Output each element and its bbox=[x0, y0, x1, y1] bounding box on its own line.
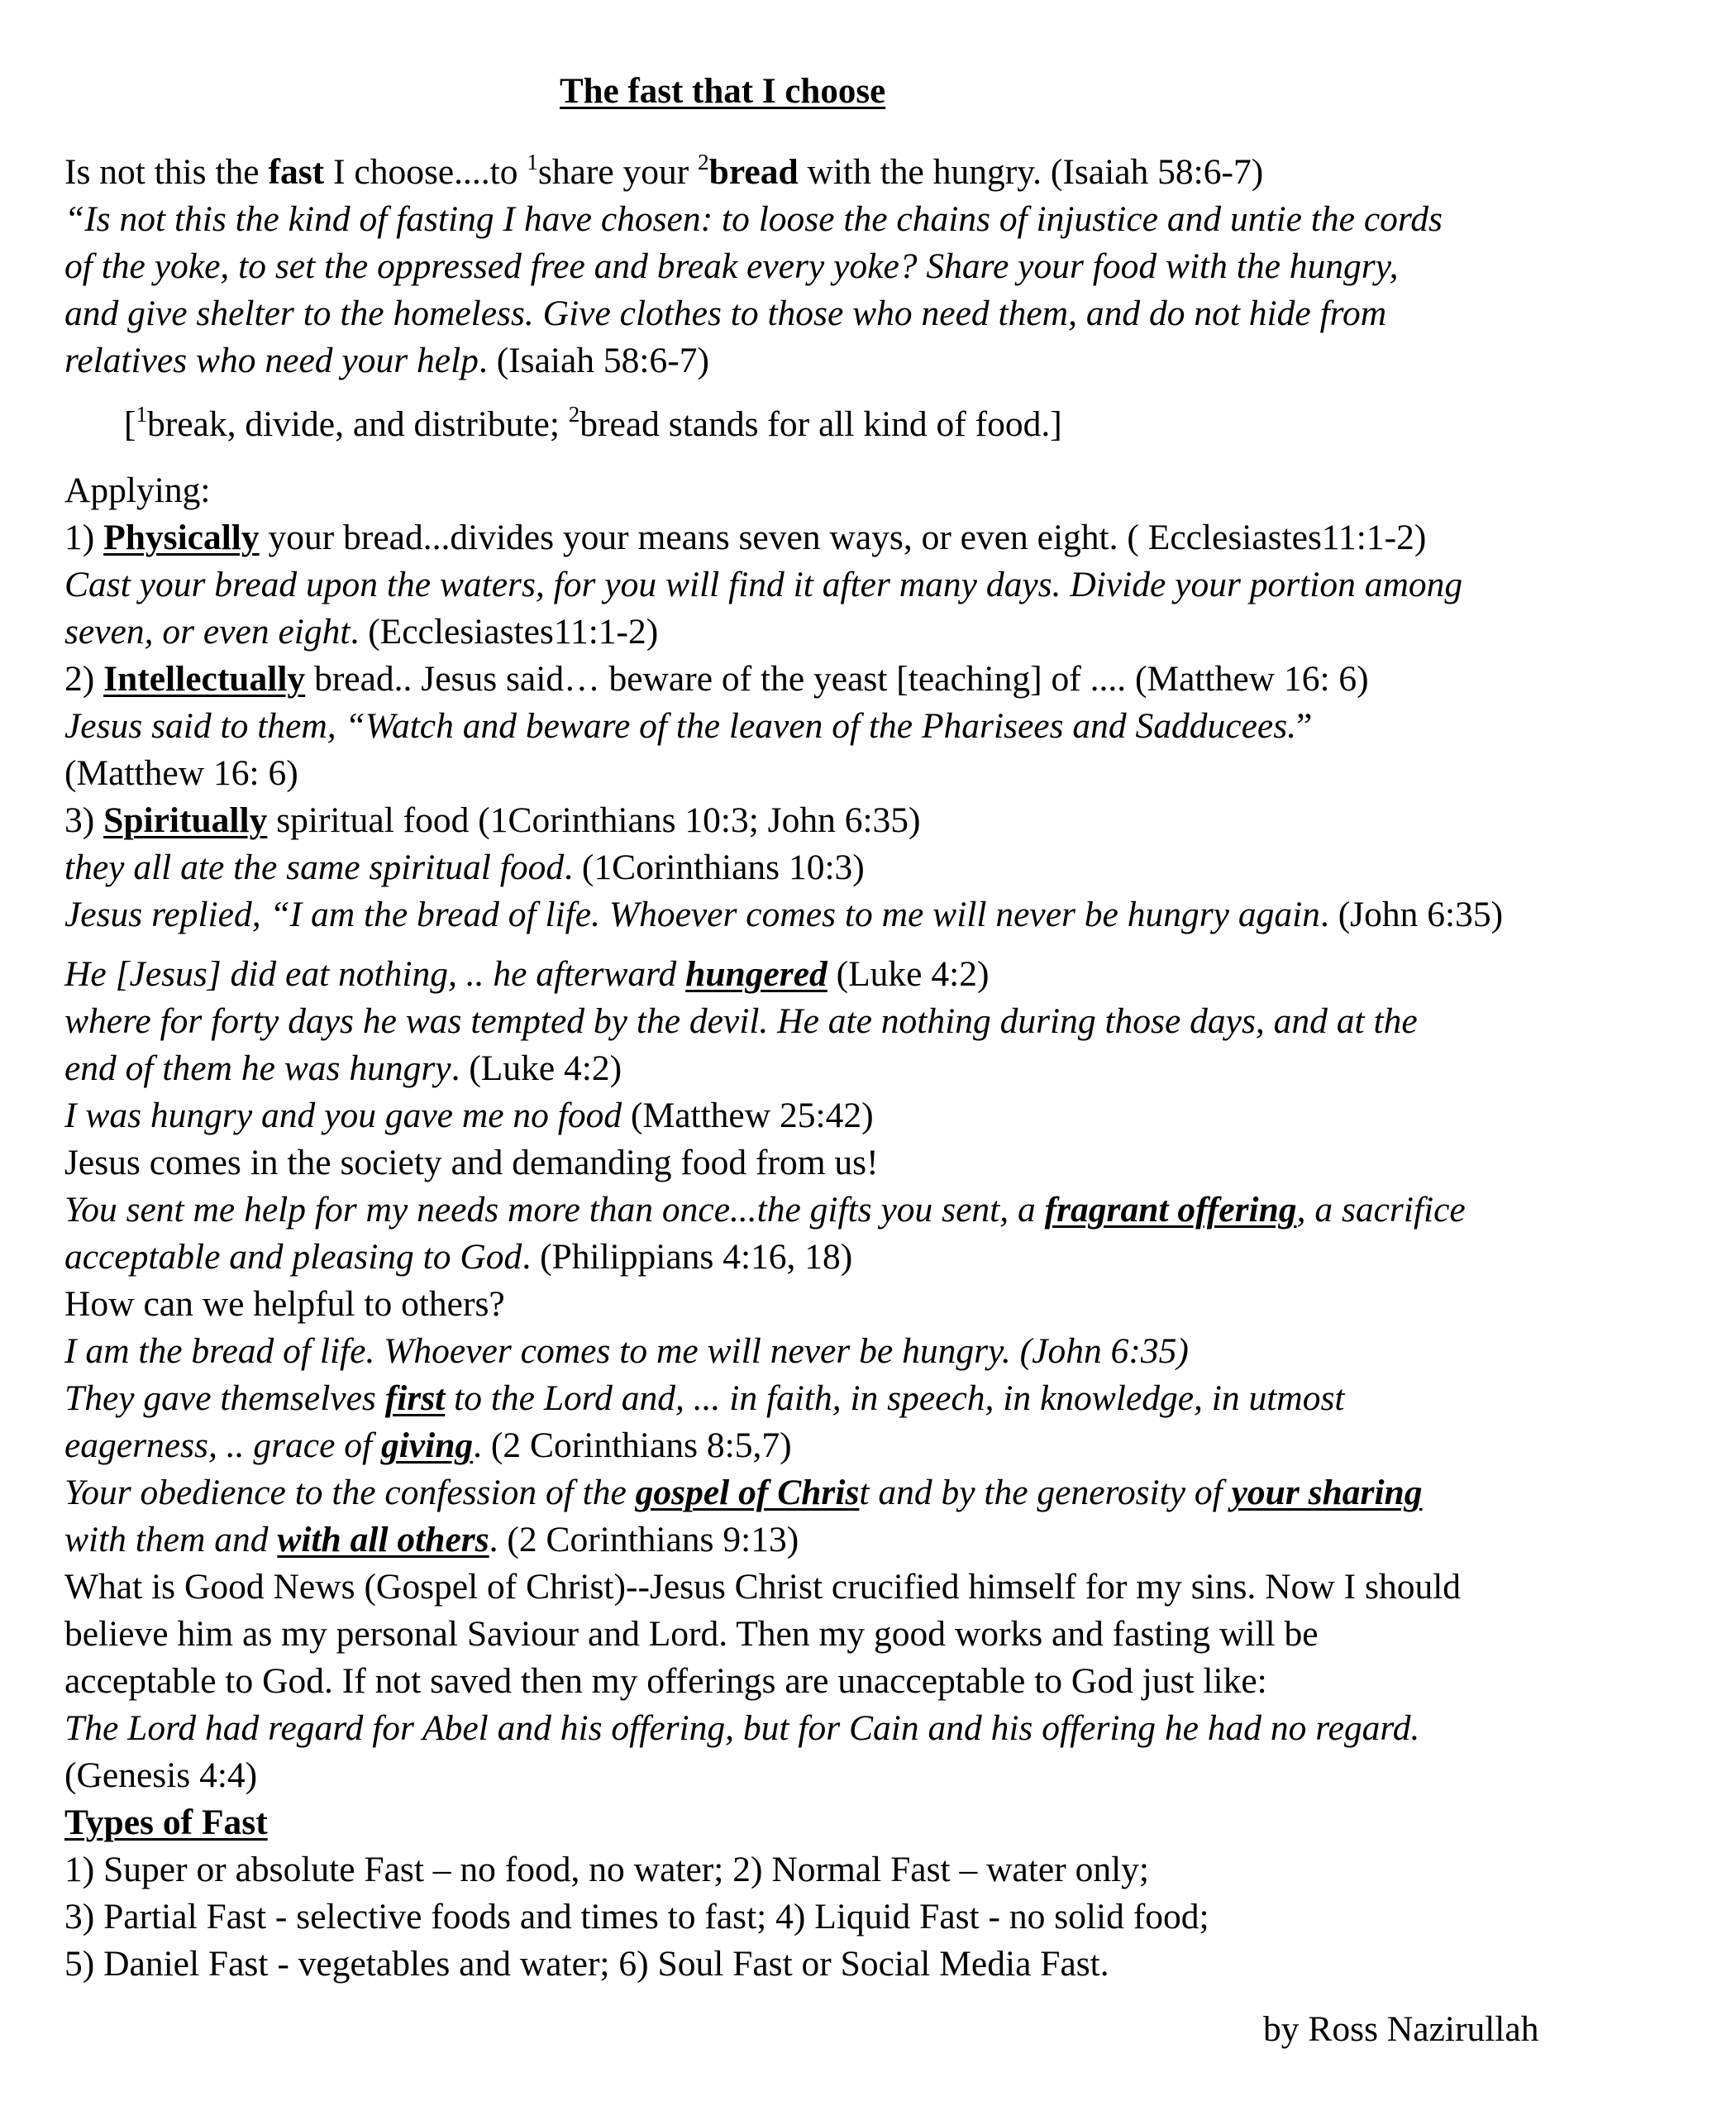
isaiah-quote-line: “Is not this the kind of fasting I have chosen: to loose the chains of injustice and untie the cords bbox=[64, 199, 1443, 239]
isaiah-quote-line: of the yoke, to set the oppressed free and break every yoke? Share your food with the hungry, bbox=[64, 246, 1399, 286]
isaiah-quote-line bbox=[64, 337, 709, 384]
luke-line bbox=[64, 951, 989, 998]
good-news-line: What is Good News (Gospel of Christ)--Jesus Christ crucified himself for my sins. Now I should bbox=[64, 1567, 1462, 1607]
point-2 bbox=[64, 656, 1369, 703]
text: your bread...divides your means seven ways, or even eight. ( Ecclesiastes11:1-2) bbox=[259, 518, 1427, 557]
luke-quote-line bbox=[64, 1045, 622, 1092]
types-list-line: 3) Partial Fast - selective foods and times to fast; 4) Liquid Fast - no solid food; bbox=[64, 1897, 1209, 1936]
types-heading: Types of Fast bbox=[64, 1803, 268, 1842]
intro-line-1 bbox=[64, 149, 1263, 196]
keyword: hungered bbox=[685, 954, 827, 994]
text: with the hungry. (Isaiah 58:6-7) bbox=[798, 152, 1264, 192]
philippians-line bbox=[64, 1234, 852, 1281]
text: 3) bbox=[64, 800, 104, 840]
corinthians-9-line bbox=[64, 1469, 1423, 1516]
quote-text: acceptable and pleasing to God bbox=[64, 1237, 522, 1277]
genesis-quote-line: The Lord had regard for Abel and his offering, but for Cain and his offering he had no regard. bbox=[64, 1708, 1420, 1748]
quote-text: t and by the generosity of bbox=[859, 1473, 1232, 1512]
corinthians-8-line bbox=[64, 1422, 792, 1469]
keyword: Spiritually bbox=[103, 800, 268, 840]
types-list-line: 5) Daniel Fast - vegetables and water; 6) Soul Fast or Social Media Fast. bbox=[64, 1944, 1109, 1984]
quote-text: Jesus said to them, “Watch and beware of the leaven of the Pharisees and Sadducees. bbox=[64, 706, 1297, 746]
text: Is not this the bbox=[64, 152, 269, 192]
quote-text: relatives who need your help bbox=[64, 341, 479, 380]
keyword: first bbox=[384, 1378, 446, 1418]
quote-text: They gave themselves bbox=[64, 1378, 385, 1418]
quote-text: He [Jesus] did eat nothing, .. he afterward bbox=[64, 954, 686, 994]
reference: (Matthew 25:42) bbox=[622, 1096, 874, 1135]
footnote-line bbox=[124, 401, 1062, 448]
keyword: with all others bbox=[277, 1520, 489, 1559]
luke-quote-line: where for forty days he was tempted by the devil. He ate nothing during those days, and at the bbox=[64, 1001, 1418, 1041]
reference: . (2 Corinthians 8:5,7) bbox=[473, 1425, 792, 1465]
point-3 bbox=[64, 797, 921, 844]
emphasis-fast: fast bbox=[268, 152, 325, 192]
society-line: Jesus comes in the society and demanding food from us! bbox=[64, 1143, 879, 1182]
quote-text: they all ate the same spiritual food bbox=[64, 848, 565, 887]
text: 2) bbox=[64, 659, 104, 699]
john-6-35-line: I am the bread of life. Whoever comes to me will never be hungry. (John 6:35) bbox=[64, 1331, 1189, 1371]
corinthians-quote-line bbox=[64, 844, 865, 891]
author-byline: by Ross Nazirullah bbox=[1263, 2009, 1539, 2049]
matthew-25-line bbox=[64, 1092, 874, 1139]
keyword: your sharing bbox=[1231, 1473, 1423, 1512]
applying-heading: Applying: bbox=[64, 470, 211, 510]
reference: . (1Corinthians 10:3) bbox=[564, 848, 865, 887]
text: bread stands for all kind of food.] bbox=[579, 404, 1062, 444]
corinthians-8-line bbox=[64, 1375, 1344, 1422]
text: spiritual food (1Corinthians 10:3; John 6:35) bbox=[267, 800, 921, 840]
ecclesiastes-quote-line bbox=[64, 609, 658, 656]
text: bread.. Jesus said… beware of the yeast [teaching] of .... (Matthew 16: 6) bbox=[305, 659, 1369, 699]
point-1 bbox=[64, 514, 1426, 561]
text: I choose....to bbox=[324, 152, 527, 192]
footnote-marker: 2 bbox=[568, 402, 580, 427]
text: break, divide, and distribute; bbox=[147, 404, 569, 444]
text: 1) bbox=[64, 518, 104, 557]
matthew-quote-line bbox=[64, 703, 1312, 750]
keyword: giving bbox=[380, 1425, 474, 1465]
text: ” bbox=[1296, 706, 1313, 746]
keyword: fragrant offering bbox=[1044, 1190, 1297, 1230]
quote-text: You sent me help for my needs more than once...the gifts you sent, a bbox=[64, 1190, 1045, 1230]
question-line: How can we helpful to others? bbox=[64, 1284, 505, 1324]
quote-text: eagerness, .. grace of bbox=[64, 1425, 381, 1465]
reference: . (Ecclesiastes11:1-2) bbox=[350, 612, 659, 652]
keyword: Physically bbox=[103, 518, 260, 557]
footnote-marker: 1 bbox=[527, 150, 538, 174]
quote-text: to the Lord and, ... in faith, in speech, in knowledge, in utmost bbox=[445, 1378, 1345, 1418]
corinthians-9-line bbox=[64, 1516, 799, 1564]
footnote-marker: 2 bbox=[698, 150, 709, 174]
reference: . (Philippians 4:16, 18) bbox=[522, 1237, 853, 1277]
footnote-marker: 1 bbox=[136, 402, 147, 427]
emphasis-bread: bread bbox=[708, 152, 799, 192]
document-title: The fast that I choose bbox=[560, 72, 886, 111]
quote-text: , a sacrifice bbox=[1296, 1190, 1466, 1230]
john-quote-line bbox=[64, 891, 1503, 938]
quote-text: with them and bbox=[64, 1520, 278, 1559]
reference: (Matthew 16: 6) bbox=[64, 753, 298, 793]
isaiah-quote-line: and give shelter to the homeless. Give clothes to those who need them, and do not hide from bbox=[64, 294, 1387, 333]
philippians-line bbox=[64, 1187, 1466, 1234]
keyword: gospel of Chris bbox=[635, 1473, 860, 1512]
ecclesiastes-quote-line: Cast your bread upon the waters, for you will find it after many days. Divide your portion among bbox=[64, 565, 1463, 604]
types-list-line: 1) Super or absolute Fast – no food, no water; 2) Normal Fast – water only; bbox=[64, 1850, 1150, 1889]
text: [ bbox=[124, 404, 136, 444]
quote-text: Jesus replied, “I am the bread of life. Whoever comes to me will never be hungry again bbox=[64, 895, 1320, 934]
reference: . (Luke 4:2) bbox=[451, 1048, 622, 1088]
good-news-line: believe him as my personal Saviour and Lord. Then my good works and fasting will be bbox=[64, 1614, 1319, 1654]
reference: (Genesis 4:4) bbox=[64, 1755, 258, 1795]
reference: (Luke 4:2) bbox=[827, 954, 990, 994]
quote-text: Your obedience to the confession of the bbox=[64, 1473, 636, 1512]
reference: . (2 Corinthians 9:13) bbox=[489, 1520, 799, 1559]
reference: . (Isaiah 58:6-7) bbox=[478, 341, 709, 380]
text: share your bbox=[537, 152, 699, 192]
quote-text: seven, or even eight bbox=[64, 612, 351, 652]
quote-text: end of them he was hungry bbox=[64, 1048, 451, 1088]
reference: . (John 6:35) bbox=[1319, 895, 1504, 934]
good-news-line: acceptable to God. If not saved then my offerings are unacceptable to God just like: bbox=[64, 1661, 1267, 1701]
quote-text: I was hungry and you gave me no food bbox=[64, 1096, 622, 1135]
keyword: Intellectually bbox=[103, 659, 306, 699]
